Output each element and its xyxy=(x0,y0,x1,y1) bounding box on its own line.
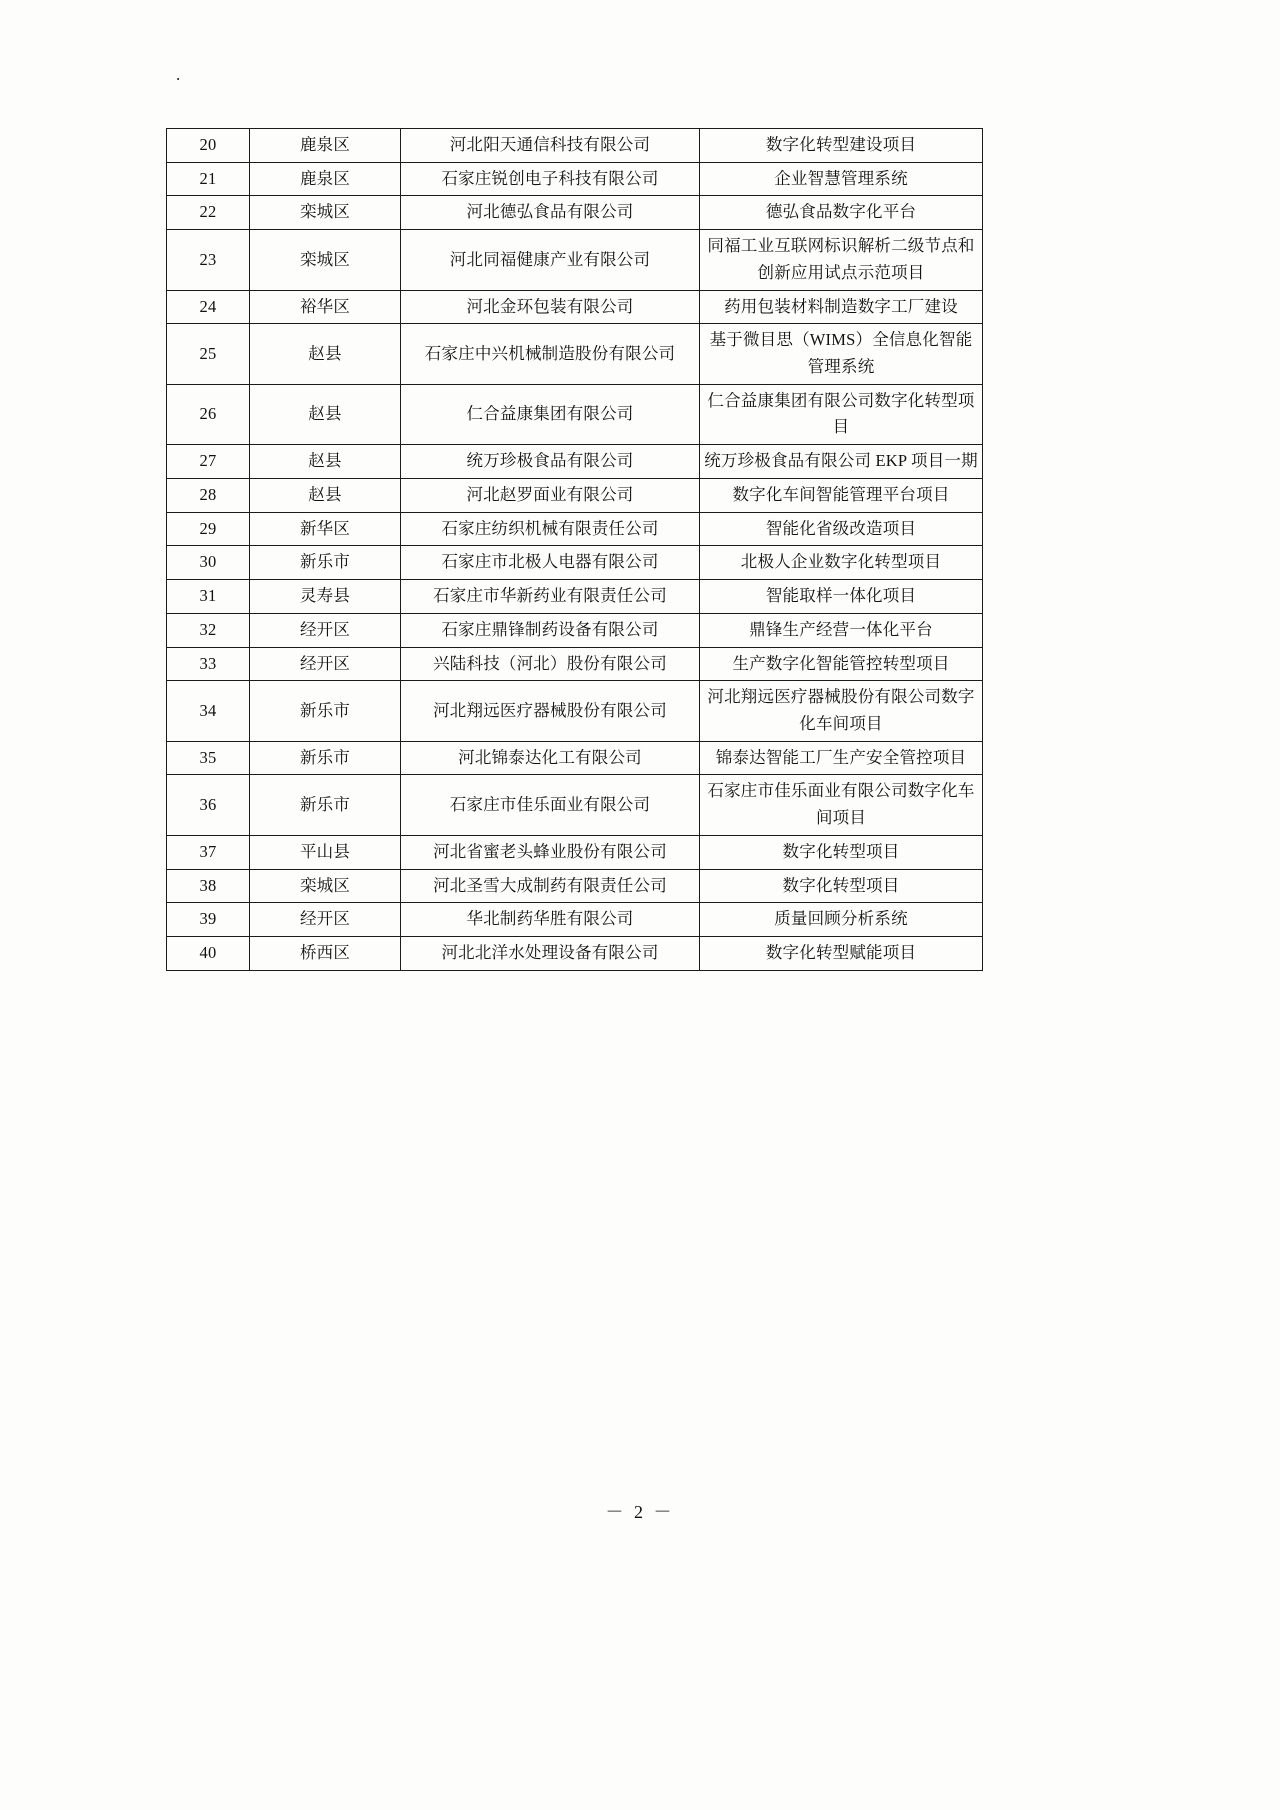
cell-company xyxy=(401,546,700,580)
cell-company xyxy=(401,613,700,647)
cell-company xyxy=(401,903,700,937)
project-list-table-container xyxy=(166,128,978,971)
cell-index xyxy=(167,580,250,614)
cell-index xyxy=(167,162,250,196)
cell-index-text: 27 xyxy=(199,451,217,471)
table-row xyxy=(167,903,983,937)
cell-area-text: 栾城区 xyxy=(299,249,351,269)
cell-company xyxy=(401,647,700,681)
cell-index xyxy=(167,512,250,546)
cell-area xyxy=(250,835,401,869)
cell-company xyxy=(401,129,700,163)
cell-area xyxy=(250,613,401,647)
cell-company xyxy=(401,478,700,512)
cell-area xyxy=(250,129,401,163)
table-row xyxy=(167,647,983,681)
cell-project-text: 鼎锋生产经营一体化平台 xyxy=(749,619,933,639)
table-row xyxy=(167,869,983,903)
table-row xyxy=(167,546,983,580)
cell-area-text: 赵县 xyxy=(308,343,342,363)
cell-index xyxy=(167,903,250,937)
table-row xyxy=(167,445,983,479)
cell-area xyxy=(250,775,401,835)
cell-area-text: 平山县 xyxy=(299,841,351,861)
cell-area-text: 赵县 xyxy=(308,404,342,424)
cell-project-text: 质量回顾分析系统 xyxy=(774,909,908,929)
cell-index-text: 35 xyxy=(199,747,217,767)
cell-index-text: 28 xyxy=(199,484,217,504)
cell-project xyxy=(700,196,983,230)
cell-area xyxy=(250,903,401,937)
cell-company xyxy=(401,445,700,479)
cell-project-text: 仁合益康集团有限公司数字化转型项目 xyxy=(707,390,975,437)
cell-area xyxy=(250,580,401,614)
cell-company-text: 兴陆科技（河北）股份有限公司 xyxy=(433,653,667,673)
page-number: － 2 － xyxy=(605,1502,675,1522)
cell-index xyxy=(167,869,250,903)
cell-area-text: 经开区 xyxy=(299,619,351,639)
cell-project-text: 基于微目思（WIMS）全信息化智能管理系统 xyxy=(709,330,973,377)
cell-project-text: 生产数字化智能管控转型项目 xyxy=(732,653,950,673)
cell-company xyxy=(401,741,700,775)
cell-index-text: 21 xyxy=(199,168,217,188)
cell-project-text: 数字化转型项目 xyxy=(782,841,900,861)
cell-area xyxy=(250,546,401,580)
cell-area xyxy=(250,681,401,741)
table-row xyxy=(167,196,983,230)
cell-area xyxy=(250,647,401,681)
table-row xyxy=(167,384,983,444)
cell-area-text: 新乐市 xyxy=(299,794,351,814)
table-row xyxy=(167,162,983,196)
cell-index xyxy=(167,775,250,835)
cell-area-text: 新乐市 xyxy=(299,552,351,572)
cell-index-text: 32 xyxy=(199,619,217,639)
cell-project xyxy=(700,546,983,580)
cell-index-text: 22 xyxy=(199,202,217,222)
cell-area xyxy=(250,478,401,512)
cell-index-text: 23 xyxy=(199,249,217,269)
cell-index-text: 34 xyxy=(199,700,217,720)
cell-company-text: 河北翔远医疗器械股份有限公司 xyxy=(433,700,667,720)
cell-area-text: 新华区 xyxy=(299,518,351,538)
cell-company xyxy=(401,230,700,290)
cell-area xyxy=(250,512,401,546)
table-body xyxy=(167,129,983,971)
cell-company-text: 河北赵罗面业有限公司 xyxy=(466,484,634,504)
cell-company xyxy=(401,196,700,230)
cell-project xyxy=(700,835,983,869)
cell-area xyxy=(250,290,401,324)
cell-company xyxy=(401,936,700,970)
cell-index xyxy=(167,129,250,163)
cell-index-text: 30 xyxy=(199,552,217,572)
cell-company-text: 石家庄纺织机械有限责任公司 xyxy=(441,518,659,538)
cell-index-text: 31 xyxy=(199,586,217,606)
table-row xyxy=(167,324,983,384)
table-row xyxy=(167,478,983,512)
cell-company-text: 统万珍极食品有限公司 xyxy=(466,451,634,471)
cell-project xyxy=(700,741,983,775)
cell-company xyxy=(401,835,700,869)
cell-project xyxy=(700,384,983,444)
cell-area-text: 经开区 xyxy=(299,909,351,929)
cell-company xyxy=(401,512,700,546)
table-row xyxy=(167,512,983,546)
cell-index xyxy=(167,384,250,444)
cell-area xyxy=(250,384,401,444)
cell-project xyxy=(700,613,983,647)
table-row xyxy=(167,290,983,324)
cell-company xyxy=(401,580,700,614)
cell-company xyxy=(401,290,700,324)
cell-company-text: 河北锦泰达化工有限公司 xyxy=(458,747,642,767)
cell-company-text: 华北制药华胜有限公司 xyxy=(466,909,634,929)
cell-company-text: 河北德弘食品有限公司 xyxy=(466,202,634,222)
cell-project xyxy=(700,129,983,163)
cell-index-text: 29 xyxy=(199,518,217,538)
cell-company-text: 石家庄市北极人电器有限公司 xyxy=(441,552,659,572)
table-row xyxy=(167,936,983,970)
cell-company-text: 河北省蜜老头蜂业股份有限公司 xyxy=(433,841,667,861)
cell-company xyxy=(401,869,700,903)
cell-index xyxy=(167,613,250,647)
cell-company-text: 石家庄鼎锋制药设备有限公司 xyxy=(441,619,659,639)
cell-project xyxy=(700,162,983,196)
cell-area-text: 裕华区 xyxy=(299,296,351,316)
cell-area-text: 鹿泉区 xyxy=(299,135,351,154)
cell-project xyxy=(700,775,983,835)
cell-index-text: 38 xyxy=(199,875,217,895)
cell-index-text: 33 xyxy=(199,653,217,673)
cell-area xyxy=(250,936,401,970)
cell-index xyxy=(167,478,250,512)
table-row xyxy=(167,681,983,741)
cell-index-text: 39 xyxy=(199,909,217,929)
cell-company-text: 石家庄市华新药业有限责任公司 xyxy=(433,586,667,606)
cell-company-text: 石家庄市佳乐面业有限公司 xyxy=(449,794,651,814)
table-row xyxy=(167,613,983,647)
cell-project xyxy=(700,681,983,741)
table-row xyxy=(167,835,983,869)
cell-project xyxy=(700,647,983,681)
cell-project xyxy=(700,936,983,970)
cell-area xyxy=(250,324,401,384)
cell-index xyxy=(167,681,250,741)
cell-company-text: 仁合益康集团有限公司 xyxy=(466,404,634,424)
cell-area xyxy=(250,230,401,290)
cell-area-text: 灵寿县 xyxy=(299,586,351,606)
cell-project xyxy=(700,580,983,614)
cell-index-text: 36 xyxy=(199,794,217,814)
cell-area-text: 桥西区 xyxy=(299,942,351,962)
cell-company xyxy=(401,681,700,741)
cell-company-text: 河北圣雪大成制药有限责任公司 xyxy=(433,875,667,895)
cell-area-text: 赵县 xyxy=(308,484,342,504)
cell-project-text: 药用包装材料制造数字工厂建设 xyxy=(724,296,958,316)
cell-project-text: 数字化车间智能管理平台项目 xyxy=(732,484,950,504)
cell-area-text: 新乐市 xyxy=(299,747,351,767)
cell-project xyxy=(700,869,983,903)
cell-project xyxy=(700,478,983,512)
cell-index-text: 40 xyxy=(199,942,217,962)
cell-project-text: 德弘食品数字化平台 xyxy=(765,202,917,222)
cell-index xyxy=(167,196,250,230)
cell-index-text: 20 xyxy=(199,135,217,154)
cell-company-text: 石家庄中兴机械制造股份有限公司 xyxy=(424,343,676,363)
cell-area xyxy=(250,869,401,903)
cell-area-text: 赵县 xyxy=(308,451,342,471)
cell-company-text: 石家庄锐创电子科技有限公司 xyxy=(441,168,659,188)
cell-project xyxy=(700,324,983,384)
cell-area xyxy=(250,741,401,775)
cell-area-text: 鹿泉区 xyxy=(299,168,351,188)
cell-area-text: 经开区 xyxy=(299,653,351,673)
cell-company xyxy=(401,324,700,384)
cell-index xyxy=(167,835,250,869)
cell-project-text: 河北翔远医疗器械股份有限公司数字化车间项目 xyxy=(707,687,975,733)
cell-area xyxy=(250,162,401,196)
cell-index xyxy=(167,936,250,970)
cell-index xyxy=(167,324,250,384)
cell-index-text: 26 xyxy=(199,404,217,424)
cell-project xyxy=(700,903,983,937)
cell-company xyxy=(401,775,700,835)
cell-project-text: 企业智慧管理系统 xyxy=(774,168,908,188)
cell-index-text: 24 xyxy=(199,296,217,316)
cell-area xyxy=(250,196,401,230)
cell-index xyxy=(167,546,250,580)
cell-project-text: 统万珍极食品有限公司 EKP 项目一期 xyxy=(704,451,978,471)
cell-company-text: 河北同福健康产业有限公司 xyxy=(449,249,651,269)
cell-index-text: 25 xyxy=(199,343,217,363)
cell-company-text: 河北北洋水处理设备有限公司 xyxy=(441,942,659,962)
cell-project-text: 数字化转型建设项目 xyxy=(765,135,917,154)
cell-project xyxy=(700,512,983,546)
table-row xyxy=(167,230,983,290)
table-row xyxy=(167,775,983,835)
cell-project xyxy=(700,445,983,479)
cell-project-text: 北极人企业数字化转型项目 xyxy=(740,552,942,572)
project-list-table xyxy=(166,128,983,971)
cell-index xyxy=(167,230,250,290)
table-row xyxy=(167,129,983,163)
cell-project-text: 智能取样一体化项目 xyxy=(765,586,917,606)
cell-project-text: 同福工业互联网标识解析二级节点和创新应用试点示范项目 xyxy=(707,236,975,282)
cell-project-text: 数字化转型项目 xyxy=(782,875,900,895)
cell-area-text: 栾城区 xyxy=(299,202,351,222)
cell-index xyxy=(167,445,250,479)
cell-company-text: 河北金环包装有限公司 xyxy=(466,296,634,316)
cell-index xyxy=(167,741,250,775)
top-margin-mark: . xyxy=(176,65,181,84)
cell-company-text: 河北阳天通信科技有限公司 xyxy=(449,135,651,154)
cell-project-text: 石家庄市佳乐面业有限公司数字化车间项目 xyxy=(707,781,975,828)
cell-company xyxy=(401,384,700,444)
table-row xyxy=(167,580,983,614)
cell-area-text: 栾城区 xyxy=(299,875,351,895)
cell-index xyxy=(167,647,250,681)
cell-index xyxy=(167,290,250,324)
cell-area xyxy=(250,445,401,479)
cell-index-text: 37 xyxy=(199,841,217,861)
cell-project xyxy=(700,230,983,290)
cell-project-text: 智能化省级改造项目 xyxy=(765,518,917,538)
cell-area-text: 新乐市 xyxy=(299,700,351,720)
cell-project xyxy=(700,290,983,324)
cell-project-text: 锦泰达智能工厂生产安全管控项目 xyxy=(715,747,967,767)
cell-project-text: 数字化转型赋能项目 xyxy=(765,942,917,962)
table-row xyxy=(167,741,983,775)
cell-company xyxy=(401,162,700,196)
